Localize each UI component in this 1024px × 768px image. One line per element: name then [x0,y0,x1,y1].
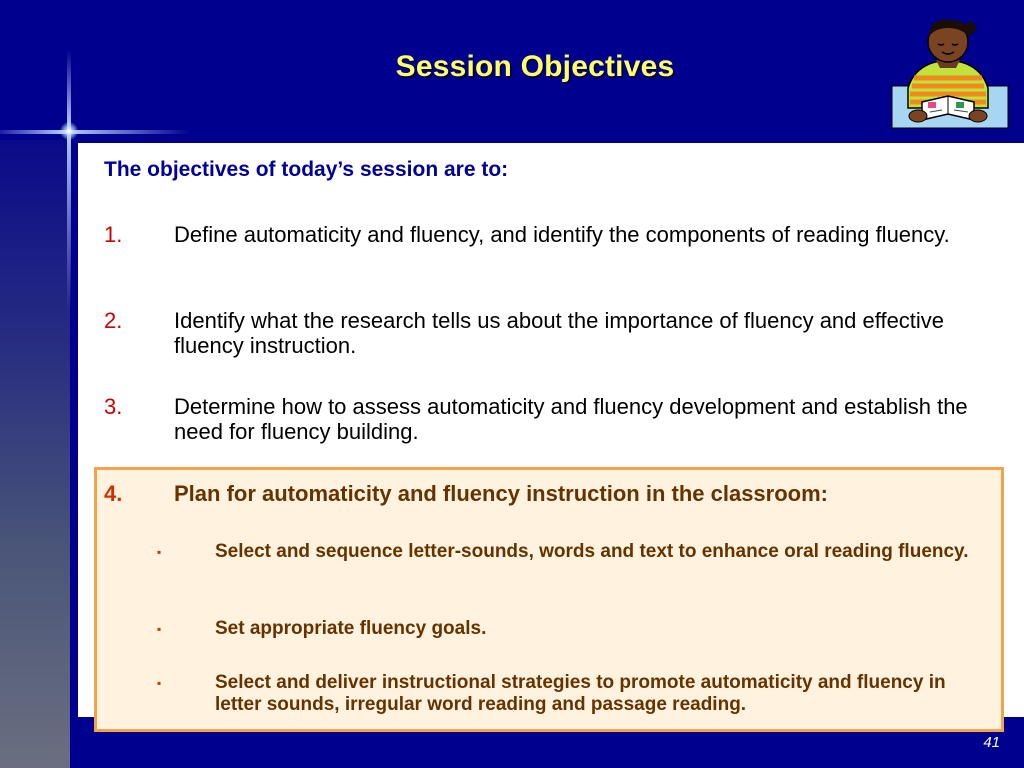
slide-title: Session Objectives [395,50,675,83]
page-number: 41 [983,734,1000,751]
objective-number: 4. [104,481,123,506]
sub-bullet-text: Set appropriate fluency goals. [215,618,487,639]
objective-number: 2. [104,308,123,333]
objective-text: Define automaticity and fluency, and identify the components of reading fluency. [174,222,950,247]
square-bullet-icon: ▪ [157,622,162,636]
light-flare-center [60,122,78,140]
objective-text: Determine how to assess automaticity and fluency development and establish the need for fluency building. [174,394,968,444]
left-gradient-strip [0,140,70,768]
square-bullet-icon: ▪ [157,545,162,559]
objective-number: 3. [104,394,123,419]
sub-bullet-text: Select and deliver instructional strategies to promote automaticity and fluency in letter sounds, irregular word reading and passage reading. [215,672,946,715]
objectives-intro: The objectives of today’s session are to: [104,158,509,181]
objective-text: Plan for automaticity and fluency instruction in the classroom: [174,481,828,506]
objective-number: 1. [104,222,123,247]
light-flare-vertical [67,50,71,310]
square-bullet-icon: ▪ [157,676,162,690]
objective-text: Identify what the research tells us about the importance of fluency and effective fluency instruction. [174,308,945,358]
light-flare-horizontal [0,130,190,134]
child-reading-book-icon [886,16,1010,130]
sub-bullet-text: Select and sequence letter-sounds, words and text to enhance oral reading fluency. [215,541,969,562]
